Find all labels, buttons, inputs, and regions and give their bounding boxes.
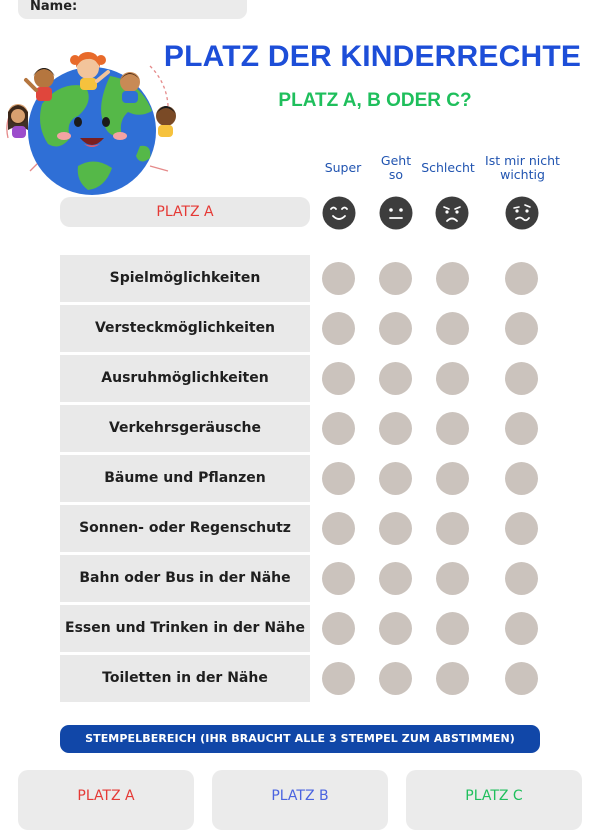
column-header-ist-mir-nicht-wichtig: Ist mir nicht wichtig	[485, 153, 560, 182]
rating-circle-geht-so[interactable]	[379, 262, 412, 295]
criterion-label: Toiletten in der Nähe	[60, 655, 310, 702]
sad-face-icon	[435, 196, 469, 230]
rating-circle-nicht-wichtig[interactable]	[505, 262, 538, 295]
rating-circle-super[interactable]	[322, 312, 355, 345]
rating-circle-super[interactable]	[322, 362, 355, 395]
stamp-box-label: PLATZ B	[271, 788, 329, 804]
rating-circle-schlecht[interactable]	[436, 362, 469, 395]
rating-circle-geht-so[interactable]	[379, 462, 412, 495]
column-header-geht-so: Geht so	[380, 153, 412, 182]
name-field[interactable]	[18, 0, 247, 19]
rating-circle-geht-so[interactable]	[379, 662, 412, 695]
rating-circle-nicht-wichtig[interactable]	[505, 662, 538, 695]
rating-circle-schlecht[interactable]	[436, 312, 469, 345]
rating-circle-nicht-wichtig[interactable]	[505, 462, 538, 495]
smiling-face-icon	[322, 196, 356, 230]
rating-circle-nicht-wichtig[interactable]	[505, 362, 538, 395]
criterion-label: Sonnen- oder Regenschutz	[60, 505, 310, 552]
rating-circle-super[interactable]	[322, 562, 355, 595]
rating-circle-nicht-wichtig[interactable]	[505, 612, 538, 645]
criterion-label: Spielmöglichkeiten	[60, 255, 310, 302]
criterion-label: Ausruhmöglichkeiten	[60, 355, 310, 402]
neutral-face-icon	[379, 196, 413, 230]
page-title: PLATZ DER KINDERRECHTE	[163, 40, 582, 73]
rating-circle-schlecht[interactable]	[436, 612, 469, 645]
rating-circle-schlecht[interactable]	[436, 662, 469, 695]
rating-circle-nicht-wichtig[interactable]	[505, 512, 538, 545]
stamp-area-banner: STEMPELBEREICH (IHR BRAUCHT ALLE 3 STEMPEL ZUM ABSTIMMEN)	[60, 725, 540, 753]
rating-circle-geht-so[interactable]	[379, 562, 412, 595]
rating-circle-schlecht[interactable]	[436, 262, 469, 295]
rating-circle-schlecht[interactable]	[436, 412, 469, 445]
rating-circle-super[interactable]	[322, 512, 355, 545]
name-label: Name:	[30, 0, 78, 14]
column-header-schlecht: Schlecht	[421, 160, 475, 175]
rating-circle-geht-so[interactable]	[379, 362, 412, 395]
rating-circle-super[interactable]	[322, 412, 355, 445]
criterion-label: Bahn oder Bus in der Nähe	[60, 555, 310, 602]
rating-circle-nicht-wichtig[interactable]	[505, 562, 538, 595]
rating-circle-nicht-wichtig[interactable]	[505, 412, 538, 445]
rating-circle-schlecht[interactable]	[436, 462, 469, 495]
rating-circle-schlecht[interactable]	[436, 562, 469, 595]
rating-circle-schlecht[interactable]	[436, 512, 469, 545]
rating-circle-geht-so[interactable]	[379, 412, 412, 445]
rating-circle-super[interactable]	[322, 462, 355, 495]
rating-circle-super[interactable]	[322, 262, 355, 295]
rating-circle-geht-so[interactable]	[379, 312, 412, 345]
criterion-label: Essen und Trinken in der Nähe	[60, 605, 310, 652]
column-header-super: Super	[324, 160, 362, 175]
rating-circle-super[interactable]	[322, 612, 355, 645]
stamp-box-label: PLATZ A	[77, 788, 135, 804]
criterion-label: Versteckmöglichkeiten	[60, 305, 310, 352]
stamp-box-platz-a[interactable]	[18, 770, 194, 830]
criterion-label: Verkehrsgeräusche	[60, 405, 310, 452]
stamp-box-platz-b[interactable]	[212, 770, 388, 830]
rating-circle-super[interactable]	[322, 662, 355, 695]
rating-circle-geht-so[interactable]	[379, 612, 412, 645]
page-subtitle: PLATZ A, B ODER C?	[278, 90, 472, 111]
rating-circle-nicht-wichtig[interactable]	[505, 312, 538, 345]
stamp-box-platz-c[interactable]	[406, 770, 582, 830]
criterion-label: Bäume und Pflanzen	[60, 455, 310, 502]
stamp-box-label: PLATZ C	[465, 788, 523, 804]
rating-circle-geht-so[interactable]	[379, 512, 412, 545]
section-label-platz-a: PLATZ A	[60, 197, 310, 227]
unsure-face-icon	[505, 196, 539, 230]
